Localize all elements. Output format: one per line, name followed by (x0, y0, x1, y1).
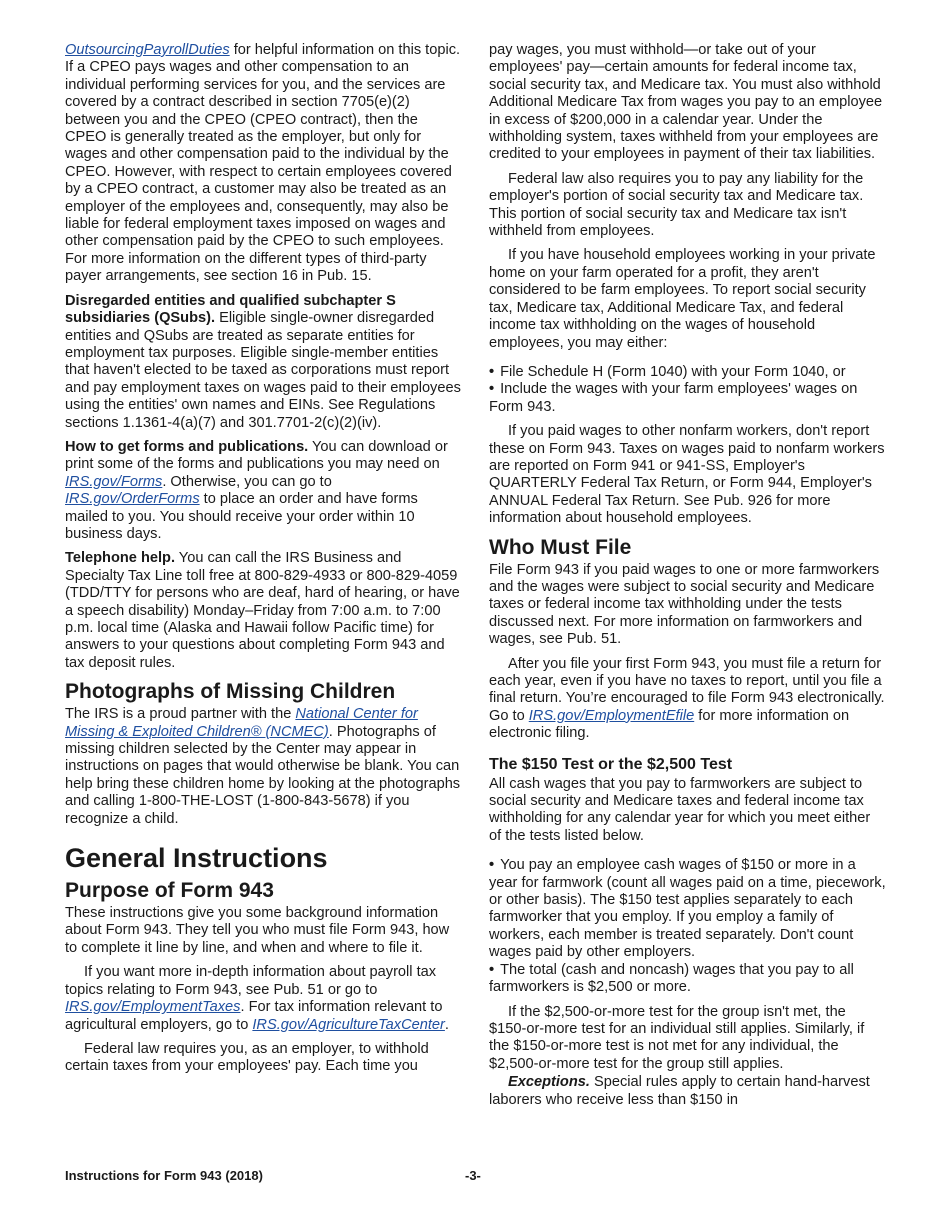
wage-test-heading: The $150 Test or the $2,500 Test (489, 755, 733, 773)
ncmec-link[interactable]: National Center for Missing & Exploited Children® (NCMEC) (65, 706, 418, 740)
wage-test-paragraph: All cash wages that you pay to farmworkers are subject to social security and Medicare taxes and federal income tax withholding for any calendar year for which you meet either of the tests listed below. (489, 775, 871, 844)
who-must-file-paragraph: File Form 943 if you paid wages to one or more farmworkers and the wages were subject to social security and Medicare taxes or federal income tax withholding under the tests discussed next. For more information on farmworkers and wages, see Pub. 51. (489, 561, 880, 648)
purpose-paragraph: These instructions give you some background information about Form 943. They tell you who must file Form 943, how to complete it line by line, and when and where to file it. (65, 905, 450, 956)
general-instructions-heading: General Instructions (65, 843, 328, 874)
exceptions-paragraph: Exceptions. Special rules apply to certain hand-harvest laborers who receive less than $150 in (489, 1074, 870, 1108)
federal-law-paragraph: Federal law requires you, as an employer, to withhold certain taxes from your employees' pay. Each time you (65, 1040, 429, 1075)
first-return-paragraph: After you file your first Form 943, you must file a return for each year, even if you have no taxes to report, until you file a final return. You’re encouraged to file Form 943 electronically. Go to IRS.gov/EmploymentEfile for more information on electronic filing. (489, 655, 885, 742)
agriculture-tax-center-link[interactable]: IRS.gov/AgricultureTaxCenter (252, 1016, 445, 1033)
disregarded-entities-heading: Disregarded entities and qualified subchapter S subsidiaries (QSubs). (65, 292, 396, 327)
bullet-icon: • (489, 961, 495, 978)
exceptions-heading: Exceptions. (508, 1074, 590, 1091)
employment-efile-link[interactable]: IRS.gov/EmploymentEfile (528, 707, 695, 724)
irs-orderforms-link[interactable]: IRS.gov/OrderForms (65, 491, 200, 508)
bullet-icon: • (489, 363, 495, 380)
payroll-topics-paragraph: If you want more in-depth information about payroll tax topics relating to Form 943, see Pub. 51 or go to IRS.gov/EmploymentTaxes. For tax information relevant to agricultural employers, go to IRS.gov/AgricultureTaxCenter. (65, 964, 449, 1033)
bullet-icon: • (489, 857, 495, 874)
list-item: • File Schedule H (Form 1040) with your Form 1040, or (489, 363, 846, 380)
who-must-file-heading: Who Must File (489, 535, 632, 559)
group-test-paragraph: If the $2,500-or-more test for the group isn't met, the $150-or-more test for an individual still applies. Similarly, if the $150-or-more test is not met for any individual, the $2,500-or-more test for the group still applies. (489, 1003, 865, 1072)
telephone-help-paragraph: Telephone help. You can call the IRS Business and Specialty Tax Line toll free at 800-829-4933 or 800-829-4059 (TDD/TTY for persons who are deaf, hard of hearing, or have a speech disability) Monday–Friday from 7:00 a.m. to 7:00 p.m. local time (Alaska and Hawaii follow Pacific time) for answers to your questions about completing Form 943 and tax deposit rules. (65, 550, 460, 671)
footer-form-label: Instructions for Form 943 (2018) (65, 1168, 263, 1183)
missing-children-paragraph: The IRS is a proud partner with the National Center for Missing & Exploited Children® (NCMEC). Photographs of missing children selected by the Center may appear in instructions on pages that would otherwise be blank. You can help bring these children home by looking at the photographs and calling 1-800-THE-LOST (1-800-843-5678) if you recognize a child. (65, 706, 461, 827)
list-item: • You pay an employee cash wages of $150 or more in a year for farmwork (count all wages paid on a time, piecework, or other basis). The $150 test applies separately to each farmworker that you employ. If you employ a family of workers, each member is treated separately. Don't count wages paid by other employers. (489, 857, 886, 961)
cpeo-paragraph: OutsourcingPayrollDuties for helpful information on this topic. If a CPEO pays wages and other compensation to an individual performing services for you, and the services are covered by a contract described in section 7705(e)(2) between you and the CPEO (CPEO contract), then the CPEO is generally treated as the employer, but only for wages and other compensation paid to the individual by the CPEO. However, with respect to certain employees covered by a CPEO contract, a customer may also be treated as an employer of the employees and, consequently, may also be liable for federal employment taxes imposed on wages and other compensation paid by the CPEO to such employees. For more information on the different types of third-party payer arrangements, see section 16 in Pub. 15. (65, 42, 461, 285)
withholding-paragraph: pay wages, you must withhold—or take out of your employees' pay—certain amounts for federal income tax, social security tax, and Medicare tax. You must also withhold Additional Medicare Tax from wages you pay to an employee in excess of $200,000 in a calendar year. Under the withholding system, taxes withheld from your employees are credited to your employees in payment of their tax liabilities. (489, 42, 883, 163)
nonfarm-workers-paragraph: If you paid wages to other nonfarm workers, don't report these on Form 943. Taxes on wages paid to nonfarm workers are reported on Form 941 or 941-SS, Employer's QUARTERLY Federal Tax Return, or Form 944, Employer's ANNUAL Federal Tax Return. See Pub. 926 for more information about household employees. (489, 423, 885, 527)
outsourcing-payroll-link[interactable]: OutsourcingPayrollDuties (65, 42, 230, 58)
missing-children-heading: Photographs of Missing Children (65, 680, 396, 704)
forms-publications-paragraph: How to get forms and publications. You can download or print some of the forms and publications you may need on IRS.gov/Forms. Otherwise, you can go to IRS.gov/OrderForms to place an order and have forms mailed to you. You should receive your order within 10 business days. (65, 438, 448, 542)
bullet-icon: • (489, 381, 495, 398)
employment-taxes-link[interactable]: IRS.gov/EmploymentTaxes (65, 999, 241, 1016)
forms-publications-heading: How to get forms and publications. (65, 438, 309, 455)
page-number: -3- (465, 1168, 481, 1183)
irs-forms-link[interactable]: IRS.gov/Forms (65, 473, 163, 490)
wage-tests-list (489, 857, 886, 996)
list-item: • Include the wages with your farm employees' wages on Form 943. (489, 381, 858, 415)
purpose-heading: Purpose of Form 943 (65, 879, 274, 903)
employer-portion-paragraph: Federal law also requires you to pay any liability for the employer's portion of social security tax and Medicare tax. This portion of social security tax and Medicare tax isn't withheld from employees. (489, 170, 864, 240)
telephone-help-heading: Telephone help. (65, 550, 176, 567)
household-options-list (489, 364, 886, 416)
left-column (65, 42, 462, 1083)
disregarded-entities-paragraph: Disregarded entities and qualified subchapter S subsidiaries (QSubs). Eligible single-owner disregarded entities and QSubs are treated as separate entities for employment tax purposes. Eligible single-member entities that haven't elected to be taxed as corporations must report and pay employment taxes on wages paid to their employees using the entities' own names and EINs. See Regulations sections 1.1361-4(a)(7) and 301.7701-2(c)(2)(iv). (65, 292, 461, 431)
list-item: • The total (cash and noncash) wages that you pay to all farmworkers is $2,500 or more. (489, 961, 854, 996)
household-employees-paragraph: If you have household employees working in your private home on your farm operated for a profit, they aren't considered to be farm employees. To report social security tax, Medicare tax, Additional Medicare Tax, and federal income tax withholding on the wages of household employees, you may either: (489, 247, 876, 351)
right-column (489, 42, 886, 1116)
